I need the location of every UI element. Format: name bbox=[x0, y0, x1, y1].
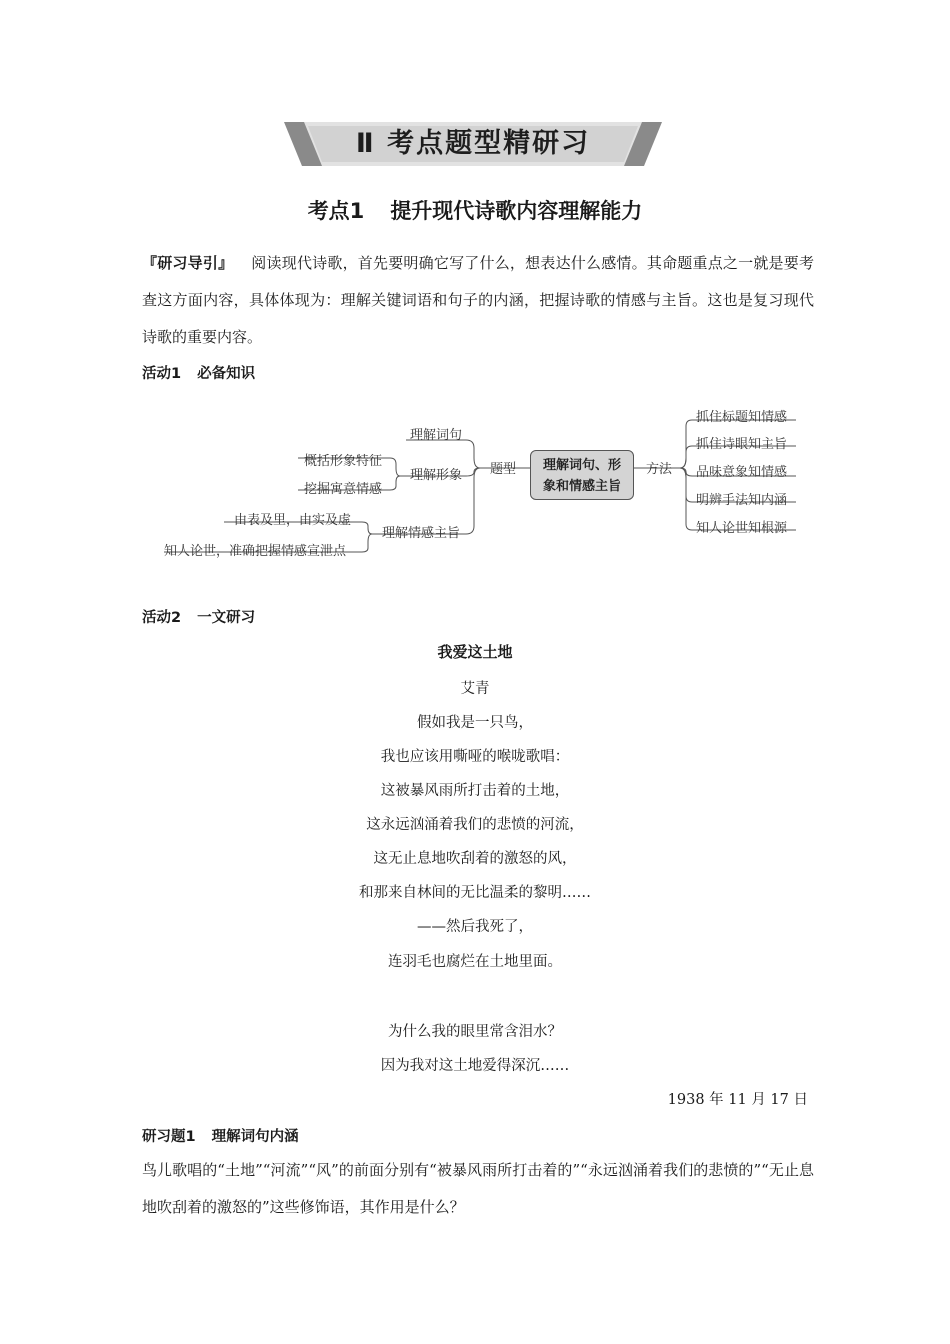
poem-line: ——然后我死了， bbox=[417, 919, 533, 935]
banner-title: Ⅱ 考点题型精研习 bbox=[355, 128, 591, 159]
title-number: 考点1 bbox=[307, 199, 365, 223]
center-line-1: 理解词句、形 bbox=[542, 458, 621, 473]
poem-line: 这永远汹涌着我们的悲愤的河流， bbox=[366, 817, 584, 833]
activity1-title: 必备知识 bbox=[197, 366, 256, 382]
page-title bbox=[0, 195, 950, 225]
label-types: 题型 bbox=[490, 462, 517, 477]
activity2-title: 一文研习 bbox=[197, 610, 256, 626]
method-item: 知人论世知根源 bbox=[696, 521, 788, 536]
center-line-2: 象和情感主旨 bbox=[542, 479, 621, 494]
method-item: 明辨手法知内涵 bbox=[696, 493, 788, 508]
poem-title: 我爱这土地 bbox=[437, 643, 513, 661]
activity2-heading bbox=[142, 606, 255, 627]
activity1-number: 活动1 bbox=[142, 366, 182, 382]
title-text: 提升现代诗歌内容理解能力 bbox=[390, 199, 643, 223]
guide-paragraph bbox=[142, 245, 814, 356]
poem-author: 艾青 bbox=[460, 681, 490, 697]
question1-title: 理解词句内涵 bbox=[211, 1129, 299, 1145]
question1-number: 研习题1 bbox=[142, 1129, 196, 1145]
poem-date: 1938 年 11 月 17 日 bbox=[667, 1092, 808, 1108]
poem-line: 连羽毛也腐烂在土地里面。 bbox=[388, 954, 562, 970]
poem-line: 我也应该用嘶哑的喉咙歌唱： bbox=[380, 749, 570, 765]
poem-line: 因为我对这土地爱得深沉…… bbox=[380, 1058, 570, 1074]
guide-text: 阅读现代诗歌，首先要明确它写了什么，想表达什么感情。其命题重点之一就是要考查这方面内容，具体体现为：理解关键词语和句子的内涵，把握诗歌的情感与主旨。这也是复习现代诗歌的重要内容。 bbox=[142, 254, 814, 346]
type-detail: 挖掘寓意情感 bbox=[304, 482, 383, 497]
poem-line: 为什么我的眼里常含泪水？ bbox=[388, 1024, 562, 1040]
poem-line: 和那来自林间的无比温柔的黎明…… bbox=[359, 885, 591, 901]
method-item: 抓住标题知情感 bbox=[696, 410, 788, 425]
activity1-heading bbox=[142, 362, 255, 383]
question1-heading bbox=[142, 1125, 299, 1146]
activity2-number: 活动2 bbox=[142, 610, 182, 626]
poem-line: 假如我是一只鸟， bbox=[417, 715, 533, 731]
method-item: 抓住诗眼知主旨 bbox=[696, 437, 788, 452]
question1-text: 鸟儿歌唱的“土地”“河流”“风”的前面分别有“被暴风雨所打击着的”“永远汹涌着我们的悲愤的”“无止息地吹刮着的激怒的”这些修饰语，其作用是什么？ bbox=[142, 1161, 814, 1216]
poem-line: 这无止息地吹刮着的激怒的风， bbox=[373, 851, 577, 867]
type-detail: 概括形象特征 bbox=[304, 454, 383, 469]
section-banner bbox=[282, 120, 664, 168]
guide-tag: 『研习导引』 bbox=[142, 254, 234, 272]
type-item: 理解形象 bbox=[410, 468, 463, 483]
type-item: 理解情感主旨 bbox=[382, 526, 461, 541]
type-detail: 由表及里，由实及虚 bbox=[234, 513, 352, 528]
label-methods: 方法 bbox=[646, 462, 673, 477]
poem-line: 这被暴风雨所打击着的土地， bbox=[380, 783, 570, 799]
mind-map bbox=[160, 398, 800, 568]
type-detail: 知人论世，准确把握情感宣泄点 bbox=[164, 544, 347, 559]
method-item: 品味意象知情感 bbox=[696, 465, 788, 480]
type-item: 理解词句 bbox=[410, 428, 463, 443]
mind-map-center bbox=[530, 450, 634, 500]
